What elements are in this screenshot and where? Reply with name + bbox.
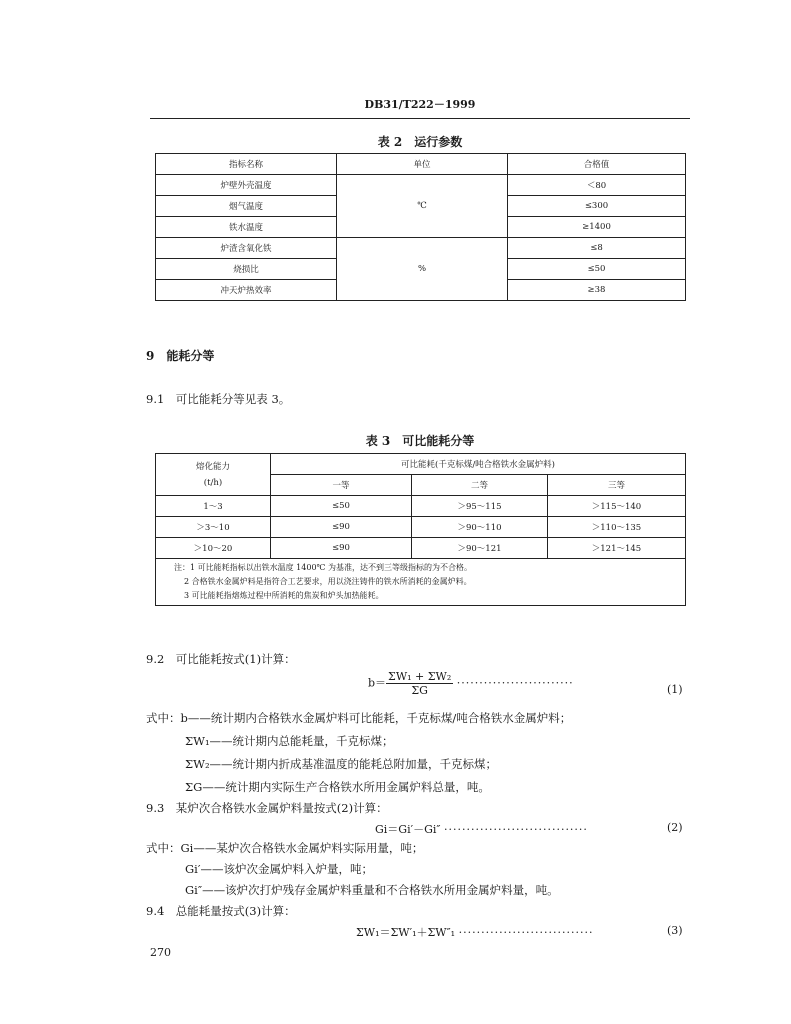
paragraph-9-3: 9.3 某炉次合格铁水金属炉料量按式(2)计算： (146, 801, 388, 815)
table-row (156, 496, 686, 517)
grade-header: 二等 (412, 475, 548, 496)
grade-header: 一等 (271, 475, 412, 496)
row-value: ≤8 (508, 238, 686, 259)
definition-line: ΣW₁——统计期内总能耗量，千克标煤； (185, 734, 394, 748)
equation-number: (2) (667, 821, 683, 834)
note-line: 2 合格铁水金属炉料是指符合工艺要求，用以浇注铸件的铁水所消耗的金属炉料。 (184, 577, 472, 586)
definition-line: 式中：Gi——某炉次合格铁水金属炉料实际用量，吨； (146, 841, 424, 855)
col-header: 指标名称 (156, 154, 337, 175)
table-header-row (156, 454, 686, 475)
paragraph-9-2: 9.2 可比能耗按式(1)计算： (146, 652, 296, 666)
cell: ＞110～135 (548, 517, 686, 538)
leader-dots: ······························ (458, 926, 594, 939)
header-rule (150, 118, 690, 119)
cell: 1～3 (156, 496, 271, 517)
cell: ＞90～110 (412, 517, 548, 538)
note-line: 3 可比能耗指熔炼过程中所消耗的焦炭和炉头加热能耗。 (184, 591, 384, 600)
section-heading: 9 能耗分等 (146, 349, 215, 363)
formula-1 (368, 670, 574, 697)
cell: ＞10～20 (156, 538, 271, 559)
col-header: 单位 (337, 154, 508, 175)
table-row (156, 538, 686, 559)
table-header-row (156, 154, 686, 175)
cell: ＞121～145 (548, 538, 686, 559)
formula-fraction (386, 670, 453, 697)
page-number: 270 (150, 946, 171, 959)
paragraph-9-1: 9.1 可比能耗分等见表 3。 (146, 392, 291, 406)
formula-2 (375, 821, 588, 837)
unit-cell: ℃ (337, 175, 508, 238)
table-notes (156, 559, 686, 606)
table2-caption: 表 2 运行参数 (377, 135, 463, 149)
paragraph-9-4: 9.4 总能耗量按式(3)计算： (146, 904, 296, 918)
formula-denominator: ΣG (411, 684, 428, 697)
table3-caption: 表 3 可比能耗分等 (365, 434, 475, 448)
formula-body: Gi＝Gi′－Gi″ (375, 823, 441, 836)
table3 (155, 453, 686, 606)
table2 (155, 153, 686, 301)
leader-dots: ·························· (456, 676, 574, 690)
row-name: 炉壁外壳温度 (156, 175, 337, 196)
unit-cell: % (337, 238, 508, 301)
row-value: ≤300 (508, 196, 686, 217)
table-row (156, 175, 686, 196)
formula-lhs: b＝ (368, 676, 387, 690)
row-name: 炉渣含氧化铁 (156, 238, 337, 259)
definition-line: ΣW₂——统计期内折成基准温度的能耗总附加量，千克标煤； (185, 757, 498, 771)
col-header (156, 454, 271, 496)
cell: ≤50 (271, 496, 412, 517)
cell: ≤90 (271, 517, 412, 538)
capacity-unit: (t/h) (203, 477, 223, 488)
definition-line: Gi′——该炉次金属炉料入炉量，吨； (185, 862, 373, 876)
row-value: ≥1400 (508, 217, 686, 238)
capacity-header: 熔化能力 (195, 461, 230, 472)
leader-dots: ································ (444, 823, 588, 836)
formula-body: ΣW₁＝ΣW′₁＋ΣW″₁ (356, 926, 456, 939)
grade-header: 三等 (548, 475, 686, 496)
row-value: ≤50 (508, 259, 686, 280)
formula-numerator: ΣW₁ + ΣW₂ (388, 670, 452, 683)
row-value: ＜80 (508, 175, 686, 196)
row-value: ≥38 (508, 280, 686, 301)
row-name: 冲天炉热效率 (156, 280, 337, 301)
definition-line: Gi″——该炉次打炉残存金属炉料重量和不合格铁水所用金属炉料量，吨。 (185, 883, 559, 897)
note-line: 注：1 可比能耗指标以出铁水温度 1400℃ 为基准，达不到三等级指标的为不合格。 (174, 563, 473, 572)
row-name: 烟气温度 (156, 196, 337, 217)
cell: ＞115～140 (548, 496, 686, 517)
definition-line: 式中：b——统计期内合格铁水金属炉料可比能耗，千克标煤/吨合格铁水金属炉料； (146, 711, 572, 725)
table-notes-row (156, 559, 686, 606)
cell: ＞3～10 (156, 517, 271, 538)
formula-3 (356, 924, 594, 940)
definition-line: ΣG——统计期内实际生产合格铁水所用金属炉料总量，吨。 (185, 780, 490, 794)
col-header: 合格值 (508, 154, 686, 175)
row-name: 烧损比 (156, 259, 337, 280)
cell: ＞95～115 (412, 496, 548, 517)
document-code: DB31/T222－1999 (364, 98, 476, 111)
table-row (156, 517, 686, 538)
cell: ＞90～121 (412, 538, 548, 559)
table-row (156, 238, 686, 259)
group-header: 可比能耗(千克标煤/吨合格铁水金属炉料) (271, 454, 686, 475)
equation-number: (1) (667, 683, 683, 696)
equation-number: (3) (667, 924, 683, 937)
cell: ≤90 (271, 538, 412, 559)
row-name: 铁水温度 (156, 217, 337, 238)
